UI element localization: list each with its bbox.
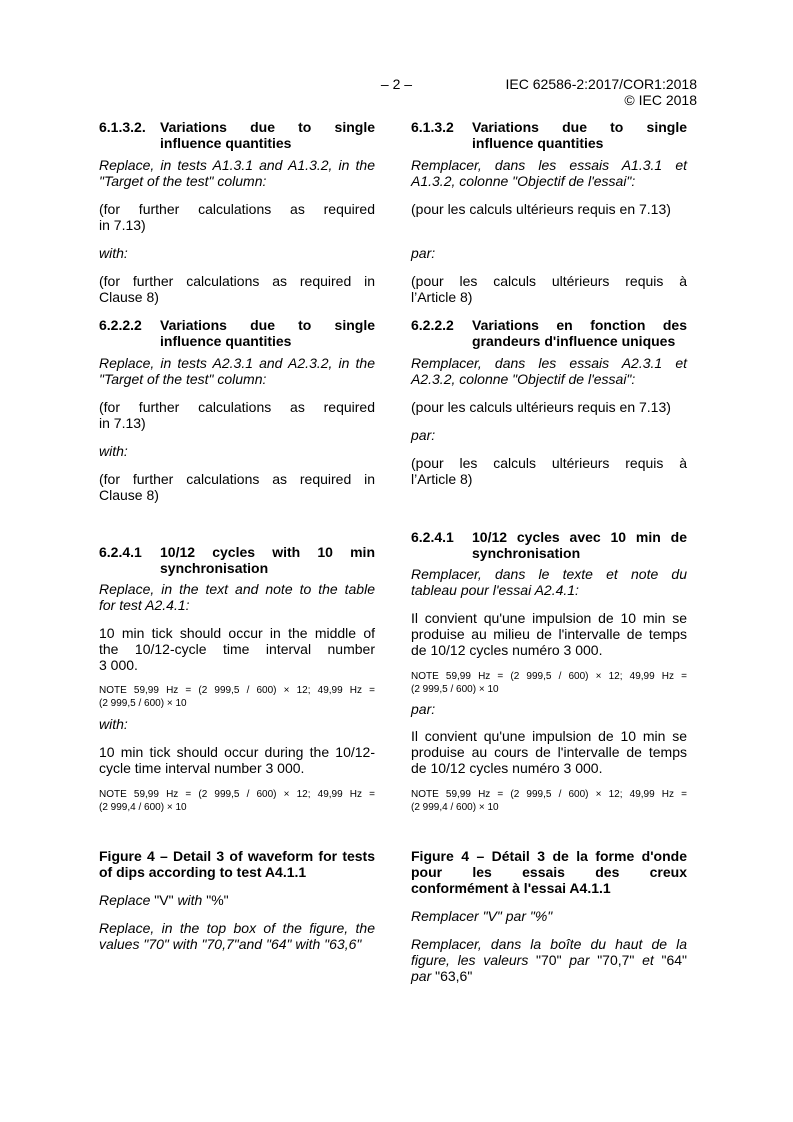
- text-line: Il convient qu'une impulsion de 10 min se: [411, 728, 687, 744]
- fr-6132-heading: [411, 119, 687, 151]
- text-line: (pour les calculs ultérieurs requis en 7.13): [411, 201, 671, 217]
- text-line: (pour les calculs ultérieurs requis à: [411, 455, 687, 471]
- note-line: (2 999,4 / 600) × 10: [99, 802, 187, 813]
- new-value: "70,7": [597, 952, 635, 968]
- en-6132-instruction: [99, 157, 375, 189]
- fr-figure4-replace-unit: [411, 908, 687, 924]
- en-6241-old-text: [99, 625, 375, 673]
- text-line: values "70" with "70,7"and "64" with "63,6": [99, 936, 362, 952]
- text-fragment: figure, les valeurs: [411, 952, 529, 968]
- heading-line: 10/12 cycles with 10 min: [160, 544, 375, 560]
- note-line: NOTE 59,99 Hz = (2 999,5 / 600) × 12; 49,99 Hz =: [99, 789, 375, 800]
- clause-number: 6.2.4.1: [99, 544, 142, 560]
- text-line: Remplacer, dans les essais A1.3.1 et: [411, 157, 687, 173]
- fr-6132-by-label: [411, 245, 687, 261]
- note-line: NOTE 59,99 Hz = (2 999,5 / 600) × 12; 49,99 Hz =: [411, 671, 687, 682]
- text-fragment: par: [569, 952, 590, 968]
- text-line: de 10/12 cycles numéro 3 000.: [411, 760, 603, 776]
- fr-figure4-title: [411, 848, 687, 896]
- fr-6222-by-label: [411, 427, 687, 443]
- en-6241-with-label: [99, 716, 375, 732]
- text-line: par:: [411, 701, 436, 717]
- fr-6132-old-text: [411, 201, 687, 217]
- fr-6241-old-note: [411, 670, 687, 696]
- text-line: par:: [411, 427, 436, 443]
- heading-line: of dips according to test A4.1.1: [99, 864, 307, 880]
- fr-6241-heading: [411, 529, 687, 561]
- clause-number: 6.1.3.2: [411, 119, 454, 135]
- fr-6241-new-text: [411, 728, 687, 776]
- text-fragment: et: [642, 952, 654, 968]
- text-line: (pour les calculs ultérieurs requis à: [411, 273, 687, 289]
- text-line: l’Article 8): [411, 289, 473, 305]
- heading-line: Figure 4 – Détail 3 de la forme d'onde: [411, 848, 687, 864]
- text-line: with:: [99, 443, 128, 459]
- text-line: A2.3.2, colonne "Objectif de l'essai":: [411, 371, 636, 387]
- en-6241-heading: [99, 544, 375, 576]
- replace-verb: Replace: [99, 892, 151, 908]
- clause-number: 6.2.4.1: [411, 529, 454, 545]
- text-line: l’Article 8): [411, 471, 473, 487]
- text-line: Replace, in the top box of the figure, the: [99, 920, 375, 936]
- heading-line: synchronisation: [472, 545, 581, 561]
- text-line: the 10/12-cycle time interval number: [99, 641, 375, 657]
- text-line: in 7.13): [99, 415, 146, 431]
- clause-number: 6.1.3.2.: [99, 119, 146, 135]
- text-line: (for further calculations as required in: [99, 273, 375, 289]
- text-line: A1.3.2, colonne "Objectif de l'essai":: [411, 173, 636, 189]
- heading-line: Figure 4 – Detail 3 of waveform for tests: [99, 848, 375, 864]
- text-line: tableau pour l'essai A2.4.1:: [411, 582, 579, 598]
- text-line: par:: [411, 245, 436, 261]
- en-6132-old-text: [99, 201, 375, 233]
- text-line: with:: [99, 716, 128, 732]
- en-6132-with-label: [99, 245, 375, 261]
- fr-6241-instruction: [411, 566, 687, 598]
- heading-line: Variations due to single: [472, 119, 687, 135]
- fr-6222-heading: [411, 317, 687, 349]
- fr-6132-instruction: [411, 157, 687, 189]
- en-6241-new-note: [99, 788, 375, 814]
- en-6241-instruction: [99, 581, 375, 613]
- note-line: (2 999,5 / 600) × 10: [411, 684, 499, 695]
- text-line: (pour les calculs ultérieurs requis en 7.13): [411, 399, 671, 415]
- fr-6222-old-text: [411, 399, 687, 415]
- text-line: Replace, in tests A2.3.1 and A2.3.2, in the: [99, 355, 375, 371]
- fr-6132-new-text: [411, 273, 687, 305]
- text-line: Remplacer "V" par "%": [411, 908, 553, 924]
- new-unit: "%": [206, 892, 229, 908]
- old-value: "70": [536, 952, 562, 968]
- text-line: (for further calculations as required: [99, 201, 375, 217]
- en-6222-heading: [99, 317, 375, 349]
- clause-number: 6.2.2.2: [411, 317, 454, 333]
- note-line: NOTE 59,99 Hz = (2 999,5 / 600) × 12; 49,99 Hz =: [411, 789, 687, 800]
- heading-line: influence quantities: [160, 135, 292, 151]
- old-unit: "V": [154, 892, 174, 908]
- heading-line: Variations due to single: [160, 317, 375, 333]
- text-line: in 7.13): [99, 217, 146, 233]
- text-line: Remplacer, dans la boîte du haut de la: [411, 936, 687, 952]
- text-line: Clause 8): [99, 289, 159, 305]
- heading-line: Variations due to single: [160, 119, 375, 135]
- text-fragment: par: [411, 968, 432, 984]
- text-line: Replace, in tests A1.3.1 and A1.3.2, in the: [99, 157, 375, 173]
- text-line: "Target of the test" column:: [99, 371, 267, 387]
- replace-conj: with: [177, 892, 203, 908]
- copyright: © IEC 2018: [624, 92, 697, 108]
- page-number: – 2 –: [380, 76, 413, 92]
- heading-line: pour les essais des creux: [411, 864, 687, 880]
- text-line: produise au milieu de l'intervalle de temps: [411, 626, 687, 642]
- text-line: produise au cours de l'intervalle de temps: [411, 744, 687, 760]
- fr-6222-instruction: [411, 355, 687, 387]
- fr-figure4-replace-values: [411, 936, 687, 984]
- en-6132-new-text: [99, 273, 375, 305]
- text-line: (for further calculations as required in: [99, 471, 375, 487]
- fr-6222-new-text: [411, 455, 687, 487]
- heading-line: influence quantities: [472, 135, 604, 151]
- text-line: 10 min tick should occur in the middle of: [99, 625, 375, 641]
- en-figure4-replace-values: [99, 920, 375, 952]
- text-line: for test A2.4.1:: [99, 597, 190, 613]
- text-line: Replace, in the text and note to the table: [99, 581, 375, 597]
- text-line: 10 min tick should occur during the 10/12-: [99, 744, 375, 760]
- text-line: (for further calculations as required: [99, 399, 375, 415]
- en-6222-with-label: [99, 443, 375, 459]
- en-6241-new-text: [99, 744, 375, 776]
- text-line: Remplacer, dans les essais A2.3.1 et: [411, 355, 687, 371]
- heading-line: grandeurs d'influence uniques: [472, 333, 676, 349]
- en-figure4-title: [99, 848, 375, 880]
- clause-number: 6.2.2.2: [99, 317, 142, 333]
- text-line: "Target of the test" column:: [99, 173, 267, 189]
- heading-line: synchronisation: [160, 560, 269, 576]
- document-id: IEC 62586-2:2017/COR1:2018: [505, 76, 697, 92]
- old-value: "64": [661, 952, 687, 968]
- heading-line: conformément à l'essai A4.1.1: [411, 880, 611, 896]
- fr-6241-old-text: [411, 610, 687, 658]
- text-line: cycle time interval number 3 000.: [99, 760, 305, 776]
- note-line: NOTE 59,99 Hz = (2 999,5 / 600) × 12; 49,99 Hz =: [99, 685, 375, 696]
- text-line: [99, 892, 375, 908]
- text-line: [411, 968, 687, 984]
- text-line: de 10/12 cycles numéro 3 000.: [411, 642, 603, 658]
- new-value: "63,6": [435, 968, 473, 984]
- note-line: (2 999,4 / 600) × 10: [411, 802, 499, 813]
- heading-line: 10/12 cycles avec 10 min de: [472, 529, 687, 545]
- note-line: (2 999,5 / 600) × 10: [99, 698, 187, 709]
- en-figure4-replace-unit: [99, 892, 375, 908]
- text-line: 3 000.: [99, 657, 138, 673]
- heading-line: influence quantities: [160, 333, 292, 349]
- fr-6241-new-note: [411, 788, 687, 814]
- fr-6241-by-label: [411, 701, 687, 717]
- en-6222-instruction: [99, 355, 375, 387]
- en-6222-new-text: [99, 471, 375, 503]
- text-line: Il convient qu'une impulsion de 10 min se: [411, 610, 687, 626]
- text-line: Remplacer, dans le texte et note du: [411, 566, 687, 582]
- en-6222-old-text: [99, 399, 375, 431]
- text-line: [411, 952, 687, 968]
- text-line: Clause 8): [99, 487, 159, 503]
- en-6132-heading: [99, 119, 375, 151]
- text-line: with:: [99, 245, 128, 261]
- heading-line: Variations en fonction des: [472, 317, 687, 333]
- en-6241-old-note: [99, 684, 375, 710]
